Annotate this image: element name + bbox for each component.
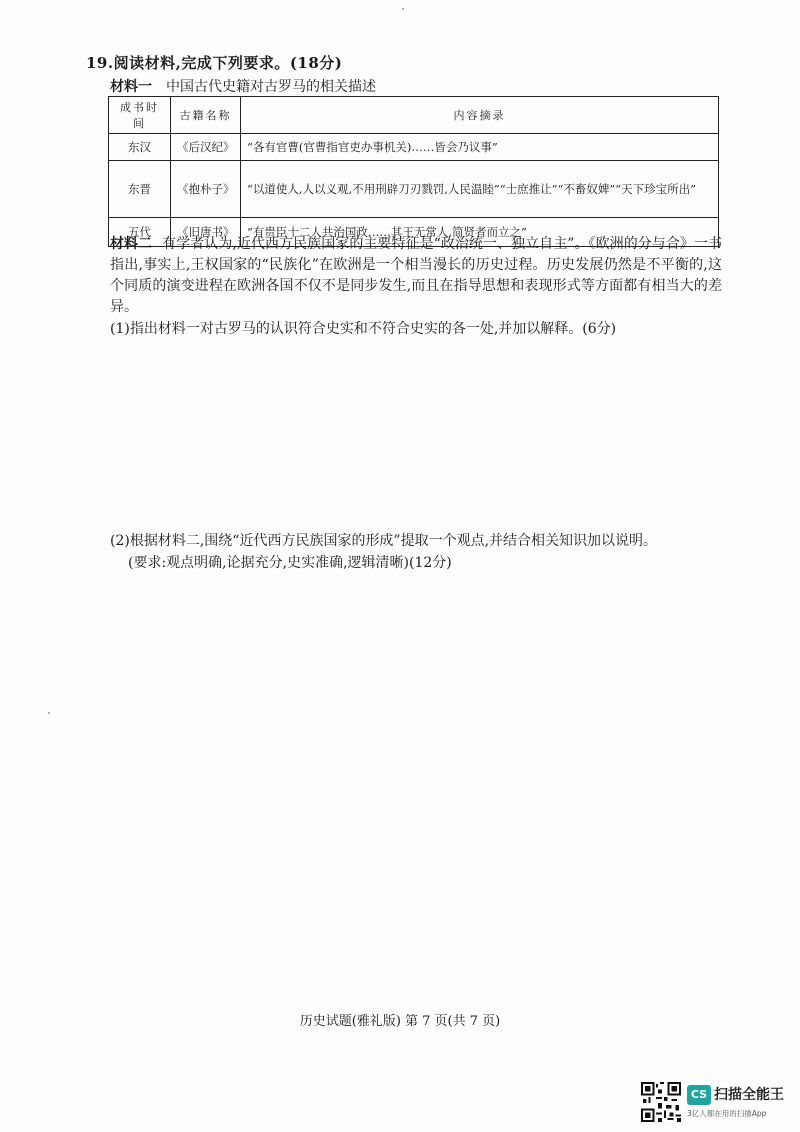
book-cell: 《旧唐书》 [171, 218, 241, 247]
period-cell: 五代 [109, 218, 171, 247]
material1-label: 材料一 [110, 79, 152, 95]
excerpt-cell: “以道使人,人以义观,不用刑辟刀刃戮罚,人民温睦”“士庶推让”“不畜奴婢”“天下珍宝所出” [241, 161, 719, 218]
excerpt-cell: “有贵臣十二人共治国政……其王无常人,简贤者而立之” [241, 218, 719, 247]
camscanner-brand: 扫描全能王 [714, 1087, 784, 1103]
page-footer: 历史试题(雅礼版) 第 7 页(共 7 页) [299, 1014, 501, 1029]
material2-label: 材料二 [110, 236, 153, 252]
sub-question-2-requirement: (要求:观点明确,论据充分,史实准确,逻辑清晰)(12分) [128, 555, 452, 571]
qr-code-icon [641, 1082, 681, 1122]
book-cell: 《抱朴子》 [171, 161, 241, 218]
column-header: 内容摘录 [241, 97, 719, 134]
sub-question-1: (1)指出材料一对古罗马的认识符合史实和不符合史实的各一处,并加以解释。(6分) [110, 321, 617, 337]
table-row [109, 134, 719, 161]
sub-question-2: (2)根据材料二,围绕“近代西方民族国家的形成”提取一个观点,并结合相关知识加以说明。 [110, 533, 658, 549]
book-cell: 《后汉纪》 [171, 134, 241, 161]
material2-text: 有学者认为,近代西方民族国家的主要特征是“政治统一、独立自主”。《欧洲的分与合》一书指出,事实上,王权国家的“民族化”在欧洲是一个相当漫长的历史过程。历史发展仍然是不平衡的,这个同质的演变进程在欧洲各国不仅不是同步发生,而且在指导思想和表现形式等方面都有相当大的差异。 [110, 236, 723, 315]
material1-heading: 中国古代史籍对古罗马的相关描述 [166, 79, 376, 95]
period-cell: 东汉 [109, 134, 171, 161]
scan-speck [48, 712, 50, 714]
question-title: 19.阅读材料,完成下列要求。(18分) [86, 54, 343, 72]
material1-table [108, 96, 719, 247]
scan-speck [402, 8, 404, 10]
material1-header [110, 76, 376, 96]
camscanner-logo: CS [687, 1085, 711, 1105]
table-row [109, 161, 719, 218]
column-header: 古籍名称 [171, 97, 241, 134]
column-header: 成书时间 [109, 97, 171, 134]
excerpt-cell: “各有官曹(官曹指官吏办事机关)……皆会乃议事” [241, 134, 719, 161]
material2-paragraph [110, 234, 722, 318]
table-header-row [109, 97, 719, 134]
camscanner-tagline: 3亿人都在用的扫描App [687, 1109, 767, 1118]
period-cell: 东晋 [109, 161, 171, 218]
